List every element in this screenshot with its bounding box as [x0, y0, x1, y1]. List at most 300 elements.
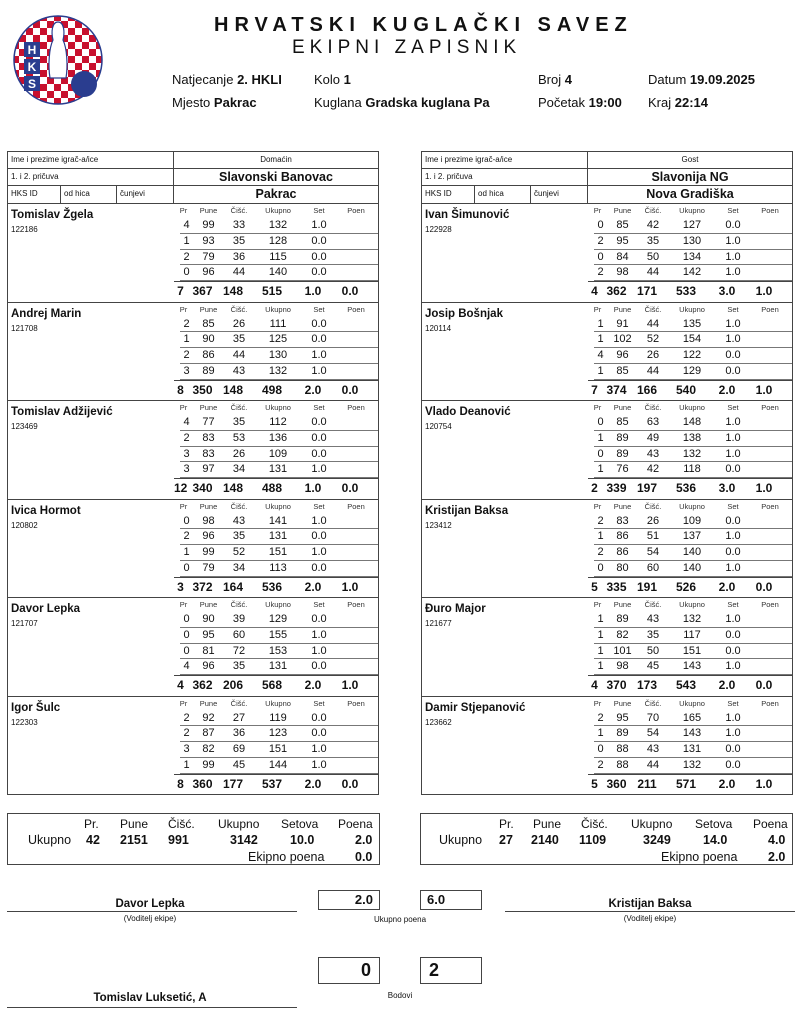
home-summary [7, 813, 380, 865]
result-cell: 1.0 [725, 447, 741, 460]
column-header: Set [727, 698, 739, 708]
result-cell: 2 [597, 266, 604, 279]
result-cell: 0.0 [725, 628, 741, 641]
player-results [588, 500, 792, 598]
player-total-row [174, 577, 378, 595]
result-cell: 1 [183, 234, 190, 247]
result-cell: 87 [202, 727, 215, 740]
result-cell: 1.0 [725, 317, 741, 330]
player-total-row [174, 380, 378, 398]
column-header: Pr [179, 600, 188, 609]
column-header: Čišć. [644, 206, 662, 215]
result-cell: 0 [183, 628, 190, 641]
total-cell: 372 [192, 579, 213, 594]
away-bodovi-box: 2 [420, 957, 482, 984]
column-header: Ukupno [265, 304, 291, 314]
column-header: Čišć. [230, 403, 248, 412]
total-cell: 360 [606, 776, 627, 791]
column-headers [588, 204, 792, 218]
result-cell: 2 [183, 250, 190, 263]
result-cell: 52 [646, 333, 660, 346]
result-row [180, 317, 378, 333]
player-hks-id: 121677 [425, 619, 452, 628]
result-cell: 1.0 [725, 416, 741, 428]
result-cell: 85 [616, 219, 629, 231]
sum-pune: 2151 [120, 833, 148, 847]
result-cell: 142 [682, 266, 702, 279]
result-cell: 1.0 [725, 727, 741, 740]
result-cell: 92 [202, 711, 215, 724]
home-leader-line [7, 911, 297, 912]
player-col-label: Ime i prezime igrač-a/ice [422, 152, 588, 168]
player-name: Igor Šulc [11, 701, 61, 714]
total-cell: 526 [675, 579, 697, 594]
result-cell: 0.0 [311, 333, 327, 346]
hks-logo [12, 14, 104, 106]
result-cell: 26 [646, 349, 660, 362]
result-cell: 96 [202, 530, 215, 543]
player-block [422, 303, 792, 402]
result-cell: 1 [597, 613, 604, 625]
result-row [180, 529, 378, 545]
result-row [180, 332, 378, 348]
result-cell: 136 [268, 431, 288, 444]
result-cell: 0.0 [725, 758, 741, 771]
result-cell: 1.0 [311, 349, 327, 362]
result-cell: 140 [682, 546, 702, 559]
result-cell: 0.0 [311, 613, 327, 625]
column-header: Čišć. [644, 403, 662, 412]
result-row [594, 711, 792, 727]
column-header: Poen [347, 600, 365, 609]
sum-ukupno-row-label: Ukupno [28, 833, 72, 847]
player-results [174, 598, 378, 696]
player-block [8, 697, 378, 796]
column-header: Čišć. [644, 600, 662, 609]
total-cell: 4 [591, 678, 598, 693]
result-cell: 1.0 [311, 463, 327, 476]
result-cell: 1 [597, 628, 604, 641]
column-header: Čišć. [230, 698, 248, 708]
away-leader-name: Kristijan Baksa [608, 898, 692, 910]
total-cell: 543 [675, 678, 697, 693]
result-row [594, 758, 792, 774]
result-row [594, 218, 792, 234]
ukupno-poena-label: Ukupno poena [373, 915, 427, 924]
meta-kraj: Kraj 22:14 [648, 95, 708, 110]
column-headers [588, 697, 792, 711]
result-cell: 79 [202, 561, 215, 574]
result-cell: 44 [646, 266, 660, 279]
result-cell: 69 [232, 743, 246, 756]
total-cell: 3.0 [718, 481, 736, 496]
column-header: Čišć. [644, 304, 662, 314]
total-cell: 5 [591, 579, 598, 594]
result-cell: 4 [183, 416, 190, 428]
player-block [8, 500, 378, 599]
player-block [422, 401, 792, 500]
column-headers [588, 500, 792, 514]
player-hks-id: 122303 [11, 717, 38, 727]
total-cell: 362 [192, 678, 213, 693]
away-label: Gost [681, 155, 699, 164]
column-header: Set [313, 304, 325, 314]
player-block [8, 204, 378, 303]
total-cell: 536 [261, 579, 283, 594]
total-cell: 148 [222, 481, 244, 496]
column-header: Čišć. [230, 206, 248, 215]
column-header: Set [313, 600, 325, 609]
result-row [180, 364, 378, 380]
result-cell: 115 [269, 250, 287, 263]
total-cell: 12 [174, 481, 188, 496]
total-cell: 1.0 [755, 776, 773, 791]
total-cell: 1.0 [304, 481, 322, 496]
column-header: Pr [179, 403, 188, 412]
result-cell: 96 [202, 660, 215, 673]
total-cell: 0.0 [341, 776, 359, 791]
column-header: Set [313, 403, 325, 412]
sum-ekipno-label: Ekipno poena [248, 850, 325, 864]
column-header: Poen [347, 206, 365, 215]
document-title: EKIPNI ZAPISNIK [292, 37, 522, 58]
home-team-table [7, 151, 379, 795]
column-headers [174, 697, 378, 711]
result-cell: 1 [183, 333, 190, 346]
substitute-label: 1. i 2. pričuva [422, 169, 588, 185]
svg-text:S: S [27, 77, 37, 91]
column-header: Pune [613, 304, 632, 314]
result-cell: 98 [616, 266, 629, 279]
result-row [594, 742, 792, 758]
total-cell: 3 [177, 579, 184, 594]
result-cell: 89 [616, 613, 629, 625]
sum-cisc-label: Čišć. [168, 817, 195, 831]
column-header: Ukupno [265, 403, 291, 412]
result-cell: 35 [232, 660, 246, 673]
column-headers [174, 500, 378, 514]
total-cell: 515 [261, 284, 283, 299]
total-cell: 0.0 [341, 481, 359, 496]
result-cell: 86 [616, 530, 629, 543]
column-header: Set [727, 206, 739, 215]
column-header: Set [313, 206, 325, 215]
away-team-header [421, 151, 793, 204]
player-name: Damir Stjepanović [425, 701, 526, 714]
column-header: Poen [347, 698, 365, 708]
result-cell: 1 [183, 758, 190, 771]
total-cell: 0.0 [755, 678, 773, 693]
svg-text:H: H [27, 43, 37, 57]
result-cell: 1.0 [311, 219, 327, 231]
column-headers [588, 598, 792, 612]
result-cell: 77 [202, 416, 215, 428]
result-cell: 151 [682, 644, 702, 657]
result-cell: 1.0 [311, 546, 327, 559]
total-cell: 5 [591, 776, 598, 791]
result-row [594, 612, 792, 628]
total-cell: 340 [192, 481, 213, 496]
result-row [594, 514, 792, 530]
result-row [180, 758, 378, 774]
hks-id-label: HKS ID [8, 186, 61, 203]
result-row [594, 447, 792, 463]
player-results [588, 303, 792, 401]
column-header: Pr [593, 403, 602, 412]
result-cell: 0.0 [311, 234, 327, 247]
result-row [180, 742, 378, 758]
result-cell: 2 [597, 758, 604, 771]
result-cell: 1.0 [311, 628, 327, 641]
meta-kuglana: Kuglana Gradska kuglana Pa [314, 95, 490, 110]
result-cell: 0.0 [311, 416, 327, 428]
result-cell: 127 [682, 219, 702, 231]
result-cell: 54 [646, 546, 660, 559]
result-cell: 131 [268, 530, 288, 543]
column-header: Pr [593, 206, 602, 215]
player-hks-id: 123662 [425, 717, 452, 727]
result-cell: 0.0 [725, 463, 741, 476]
player-results [174, 697, 378, 795]
column-header: Ukupno [679, 403, 705, 412]
result-cell: 45 [232, 758, 246, 771]
result-cell: 85 [616, 364, 629, 377]
result-cell: 113 [269, 561, 287, 574]
player-block [8, 303, 378, 402]
result-cell: 42 [646, 219, 660, 231]
result-cell: 51 [646, 530, 660, 543]
result-cell: 165 [682, 711, 702, 724]
column-header: Čišć. [230, 600, 248, 609]
player-total-row [174, 281, 378, 299]
total-cell: 568 [261, 678, 283, 693]
result-cell: 84 [616, 250, 629, 263]
result-cell: 90 [202, 613, 215, 625]
result-cell: 0 [183, 266, 190, 279]
total-cell: 367 [192, 284, 213, 299]
result-cell: 88 [616, 743, 629, 756]
result-cell: 96 [616, 349, 629, 362]
total-cell: 197 [636, 481, 658, 496]
result-row [594, 659, 792, 675]
result-cell: 42 [646, 463, 660, 476]
column-header: Pr [593, 501, 602, 511]
away-team-name: Slavonija NG [651, 170, 729, 184]
result-cell: 0.0 [725, 364, 741, 377]
total-cell: 2.0 [718, 776, 736, 791]
result-cell: 1.0 [725, 266, 741, 279]
result-cell: 44 [646, 758, 660, 771]
od-hica-label: od hica [475, 186, 531, 203]
result-cell: 26 [232, 447, 246, 460]
result-row [180, 447, 378, 463]
result-cell: 1 [597, 317, 604, 330]
result-cell: 2 [597, 711, 604, 724]
result-row [180, 644, 378, 660]
result-cell: 93 [202, 234, 215, 247]
result-cell: 140 [682, 561, 702, 574]
result-row [180, 265, 378, 281]
player-block [422, 500, 792, 599]
result-cell: 39 [232, 613, 246, 625]
player-name: Tomislav Žgela [11, 209, 94, 221]
total-cell: 148 [222, 382, 244, 397]
result-cell: 101 [613, 644, 632, 657]
result-cell: 0.0 [311, 266, 327, 279]
result-cell: 132 [682, 613, 702, 625]
result-cell: 144 [268, 758, 288, 771]
result-cell: 1.0 [725, 431, 741, 444]
player-total-row [588, 478, 792, 496]
away-leader-label: (Voditelj ekipe) [623, 914, 677, 923]
column-header: Set [727, 403, 739, 412]
result-cell: 89 [202, 364, 215, 377]
result-cell: 1.0 [725, 250, 741, 263]
result-cell: 4 [183, 660, 190, 673]
sum-setova: 10.0 [290, 833, 315, 847]
column-header: Pr [593, 698, 602, 708]
total-cell: 335 [606, 579, 627, 594]
total-cell: 360 [192, 776, 213, 791]
player-total-row [174, 675, 378, 693]
result-cell: 85 [202, 317, 215, 330]
result-row [594, 250, 792, 266]
result-cell: 151 [268, 743, 288, 756]
total-cell: 2.0 [304, 579, 322, 594]
result-row [180, 234, 378, 250]
column-headers [174, 303, 378, 317]
result-cell: 140 [268, 266, 288, 279]
sum-setova: 14.0 [703, 833, 728, 847]
column-headers [174, 204, 378, 218]
column-header: Ukupno [679, 501, 705, 511]
result-cell: 2 [183, 317, 190, 330]
sum-poena-label: Poena [338, 817, 373, 831]
column-header: Pr [179, 304, 188, 314]
total-cell: 1.0 [341, 678, 359, 693]
result-cell: 34 [232, 561, 246, 574]
total-cell: 148 [222, 284, 244, 299]
player-name: Ivan Šimunović [425, 209, 510, 221]
player-total-row [588, 281, 792, 299]
result-cell: 50 [646, 250, 660, 263]
result-cell: 2 [183, 711, 190, 724]
column-header: Set [727, 600, 739, 609]
result-cell: 1 [597, 644, 604, 657]
player-block [8, 401, 378, 500]
result-cell: 0.0 [725, 743, 741, 756]
result-cell: 119 [269, 711, 287, 724]
result-cell: 91 [616, 317, 629, 330]
result-cell: 130 [268, 349, 288, 362]
total-cell: 3.0 [718, 284, 736, 299]
player-name: Tomislav Adžijević [11, 406, 113, 418]
column-header: Čišć. [230, 304, 248, 314]
result-cell: 1.0 [725, 234, 741, 247]
sum-ukupno: 3142 [230, 833, 258, 847]
result-cell: 134 [682, 250, 702, 263]
result-cell: 132 [682, 758, 702, 771]
column-header: Poen [761, 600, 779, 609]
result-cell: 99 [202, 758, 215, 771]
result-row [180, 545, 378, 561]
total-cell: 374 [606, 382, 627, 397]
federation-title: HRVATSKI KUGLAČKI SAVEZ [214, 14, 633, 36]
total-cell: 2.0 [718, 678, 736, 693]
result-cell: 148 [682, 416, 702, 428]
result-cell: 26 [232, 317, 246, 330]
home-leader-name: Davor Lepka [115, 898, 185, 910]
result-cell: 0.0 [725, 349, 741, 362]
result-cell: 3 [183, 447, 190, 460]
total-cell: 2.0 [718, 579, 736, 594]
total-cell: 8 [177, 382, 184, 397]
result-cell: 95 [616, 711, 629, 724]
result-cell: 0.0 [311, 431, 327, 444]
home-points-box: 2.0 [318, 890, 380, 910]
player-total-row [588, 675, 792, 693]
result-cell: 0.0 [725, 546, 741, 559]
total-cell: 362 [606, 284, 627, 299]
result-cell: 99 [202, 219, 215, 231]
result-cell: 49 [646, 431, 660, 444]
result-row [594, 364, 792, 380]
hks-id-label: HKS ID [422, 186, 475, 203]
total-cell: 571 [675, 776, 697, 791]
result-cell: 141 [268, 514, 288, 527]
result-cell: 155 [268, 628, 288, 641]
player-block [422, 697, 792, 796]
total-cell: 1.0 [755, 284, 773, 299]
column-header: Ukupno [265, 698, 291, 708]
result-cell: 96 [202, 266, 215, 279]
total-cell: 488 [261, 481, 283, 496]
column-header: Set [727, 501, 739, 511]
result-cell: 131 [268, 660, 288, 673]
player-results [174, 401, 378, 499]
result-cell: 0 [183, 644, 190, 657]
result-cell: 0.0 [311, 250, 327, 263]
total-cell: 206 [222, 678, 244, 693]
total-cell: 536 [675, 481, 697, 496]
result-cell: 60 [646, 561, 660, 574]
result-cell: 112 [269, 416, 287, 428]
result-cell: 129 [682, 364, 702, 377]
bodovi-label: Bodovi [387, 991, 413, 1000]
result-cell: 2 [597, 546, 604, 559]
column-header: Čišć. [644, 501, 662, 511]
column-header: Poen [761, 403, 779, 412]
result-cell: 117 [683, 628, 701, 641]
sum-poena-label: Poena [753, 817, 788, 831]
player-col-label: Ime i prezime igrač-a/ice [8, 152, 174, 168]
player-results [174, 204, 378, 302]
sum-cisc: 991 [168, 833, 189, 847]
meta-pocetak: Početak 19:00 [538, 95, 622, 110]
result-cell: 63 [646, 416, 660, 428]
home-bodovi-box: 0 [318, 957, 380, 984]
total-cell: 7 [591, 382, 598, 397]
column-header: Pune [613, 501, 632, 511]
result-cell: 36 [232, 250, 246, 263]
column-header: Pr [179, 206, 188, 215]
player-name: Ivica Hormot [11, 504, 81, 517]
total-cell: 498 [261, 382, 283, 397]
column-headers [174, 401, 378, 415]
result-cell: 0.0 [311, 561, 327, 574]
result-row [594, 415, 792, 431]
result-cell: 2 [183, 727, 190, 740]
